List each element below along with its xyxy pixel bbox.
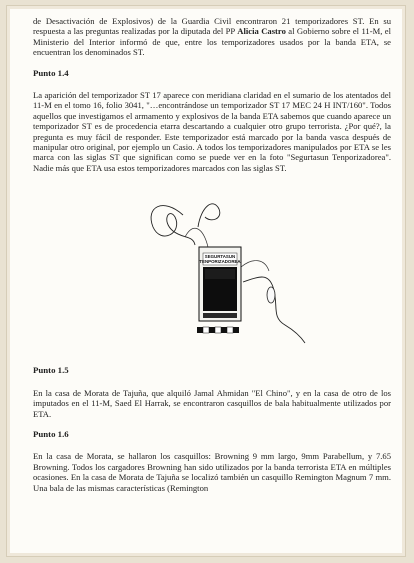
document-content (33, 16, 391, 493)
timer-illustration (33, 187, 391, 347)
heading-punto-1-4: Punto 1.4 (33, 67, 69, 78)
scale-bar (197, 327, 239, 333)
document-page (6, 5, 406, 557)
heading-punto-1-6: Punto 1.6 (33, 428, 69, 439)
timer-label-line1: SEGURTASUN (204, 254, 236, 260)
paragraph-punto-1-6: En la casa de Morata, se hallaron los casquillos: Browning 9 mm largo, 9mm Parabellum, y 7.65 Browning. Todos los cargadores Browning han sido utilizados por la banda terrorista ETA en múltiples ocasiones. En la casa de Morata de Tajuña se localizó también un casquillo Remington Magnum 7 mm. Una bala de las mismas características (Remington (33, 451, 391, 493)
paragraph-intro: de Desactivación de Explosivos) de la Guardia Civil encontraron 21 temporizadores ST. En su respuesta a las preguntas realizadas por la diputada del PP Alicia Castro al Gobierno sobre el 11-M, el Ministerio del Interior informó de que, entre los temporizadores usados por la banda ETA, se encuentran los denominados ST. (33, 16, 392, 58)
deputy-name: Alicia Castro (237, 26, 286, 37)
paragraph-punto-1-5: En la casa de Morata de Tajuña, que alquiló Jamal Ahmidan "El Chino", y en la casa de otro de los imputados en el 11-M, Saed El Harrak, se encontraron casquillos de bala habitualmente utilizados por ETA. (33, 387, 391, 419)
paragraph-punto-1-4: La aparición del temporizador ST 17 aparece con meridiana claridad en el sumario de los atentados del 11-M en el tomo 16, folio 3041, "…encontrándose un temporizador ST 17 MEC 24 H INT/160". Todos aquellos que investigamos el armamento y explosivos de la banda ETA sabemos que cuando aparece un temporizador ST es de procedencia etarra descartando a cualquier otro grupo terrorista. ¿Por qué?, la pregunta es muy fácil de responder. Este temporizador está marcado por la banda vasca después de manipular otro original, por ejemplo un Casio. A todos los temporizadores manipulados por ETA se les marca con las siglas ST que significan como se puede ver en la foto "Segurtasun Tenporizadorea". Nadie más que ETA usa estos temporizadores marcados con las siglas ST. (33, 90, 391, 173)
heading-punto-1-5: Punto 1.5 (33, 365, 69, 376)
timer-photo (33, 187, 391, 347)
timer-label-line2: TENPORIZADOREA (199, 259, 241, 265)
